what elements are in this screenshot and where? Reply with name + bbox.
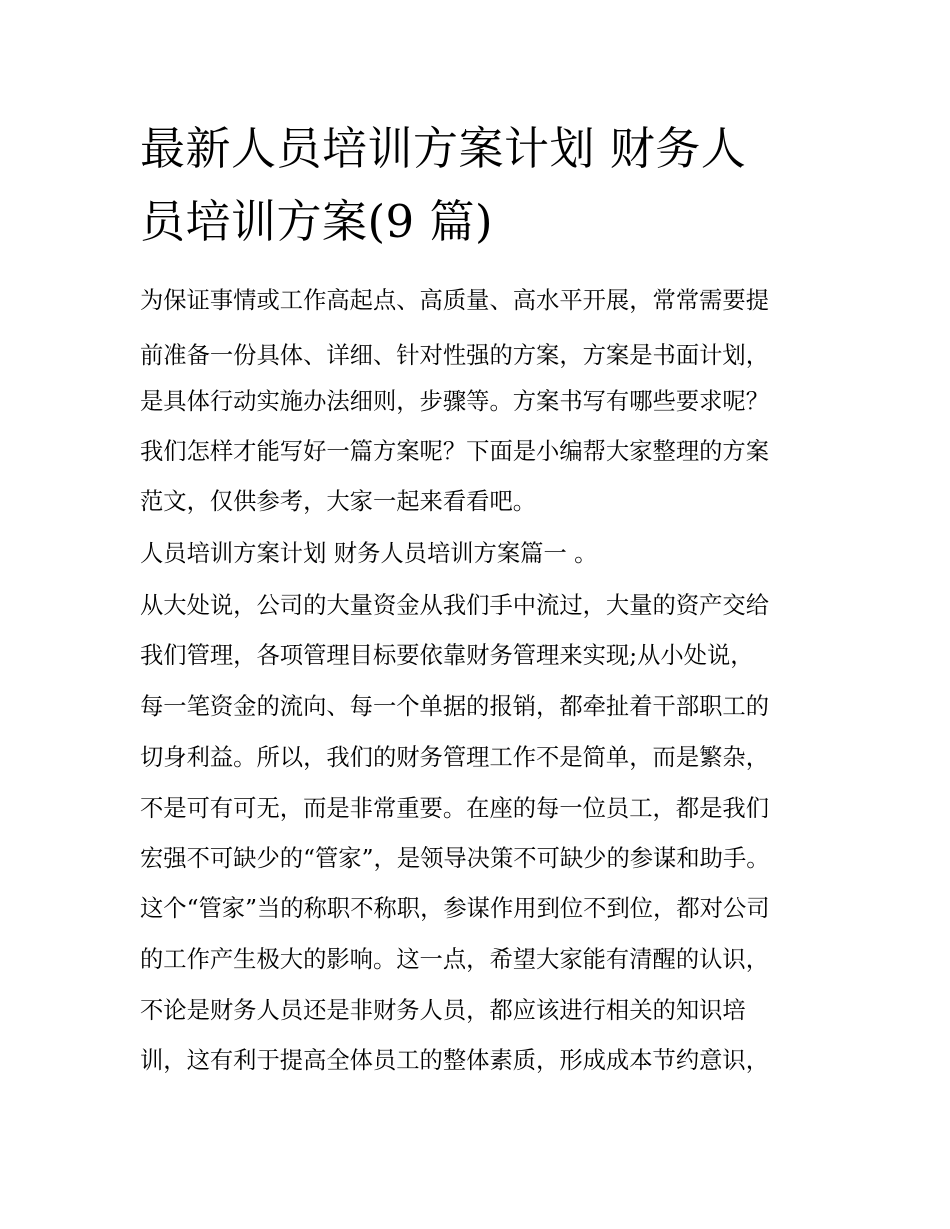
intro-paragraph-line: 我们怎样才能写好一篇方案呢？下面是小编帮大家整理的方案 [140, 438, 770, 465]
intro-paragraph-line: 前准备一份具体、详细、针对性强的方案，方案是书面计划， [140, 342, 770, 369]
body-paragraph-line: 这个“管家”当的称职不称职，参谋作用到位不到位，都对公司 [140, 895, 770, 922]
body-paragraph-line: 从大处说，公司的大量资金从我们手中流过，大量的资产交给 [140, 592, 770, 619]
document-title [140, 112, 820, 258]
body-paragraph-line: 宏强不可缺少的“管家”，是领导决策不可缺少的参谋和助手。 [140, 845, 770, 872]
body-paragraph-line: 我们管理，各项管理目标要依靠财务管理来实现;从小处说， [140, 642, 754, 669]
body-paragraph-line: 不论是财务人员还是非财务人员，都应该进行相关的知识培 [140, 997, 746, 1024]
body-paragraph-line: 切身利益。所以，我们的财务管理工作不是简单，而是繁杂， [140, 744, 770, 771]
intro-paragraph-line: 范文，仅供参考，大家一起来看看吧。 [140, 488, 537, 515]
intro-paragraph-line: 是具体行动实施办法细则，步骤等。方案书写有哪些要求呢？ [140, 388, 770, 415]
body-paragraph-line: 不是可有可无，而是非常重要。在座的每一位员工，都是我们 [140, 795, 770, 822]
section-heading: 人员培训方案计划 财务人员培训方案篇一 。 [140, 540, 598, 567]
title-line: 员培训方案(9 篇) [140, 195, 494, 248]
body-paragraph-line: 的工作产生极大的影响。这一点，希望大家能有清醒的认识， [140, 946, 770, 973]
title-line: 最新人员培训方案计划 财务人 [140, 122, 747, 175]
body-paragraph-line: 每一笔资金的流向、每一个单据的报销，都牵扯着干部职工的 [140, 693, 770, 720]
body-paragraph-line: 训，这有利于提高全体员工的整体素质，形成成本节约意识， [140, 1047, 770, 1074]
intro-paragraph-line: 为保证事情或工作高起点、高质量、高水平开展，常常需要提 [140, 287, 770, 314]
